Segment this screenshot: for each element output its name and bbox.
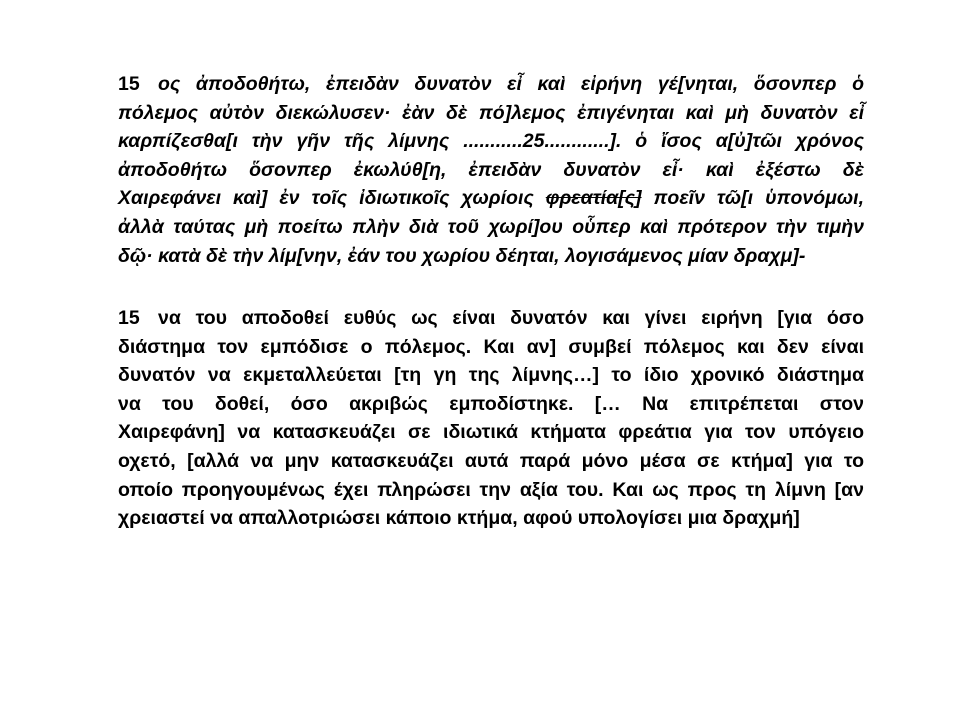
ancient-line-2: πόλεμος αὐτὸν διεκώλυσεν· ἐὰν δὲ πό]λεμος ἐπιγένηται καὶ μὴ δυνατὸν εἶ xyxy=(118,101,864,124)
modern-greek-translation xyxy=(118,304,864,533)
modern-line-3: δυνατόν να εκμεταλλεύεται [τη γη της λίμνης…] το ίδιο χρονικό διάστημα xyxy=(118,364,864,387)
ancient-line-7: δῷ· κατὰ δὲ τὴν λίμ[νην, ἐάν του χωρίου δέηται, λογισάμενος μίαν δραχμ]- xyxy=(118,244,806,267)
ancient-line-5-text: Χαιρεφάνει καὶ] ἐν τοῖς ἰδιωτικοῖς χωρίοις xyxy=(118,187,534,210)
modern-line-2: διάστημα τον εμπόδισε ο πόλεμος. Και αν] συμβεί πόλεμος και δεν είναι xyxy=(118,335,864,358)
ancient-line-3: καρπίζεσθα[ι τὴν γῆν τῆς λίμνης ...........25............]. ὁ ἴσος α[ὐ]τῶι χρόνος xyxy=(118,130,864,153)
ancient-line-6: ἀλλὰ ταύτας μὴ ποείτω πλὴν διὰ τοῦ χωρί]ου οὗπερ καὶ πρότερον τὴν τιμὴν xyxy=(118,215,864,238)
ancient-greek-inscription xyxy=(118,70,864,270)
ancient-line-1-text: ος ἀποδοθήτω, ἐπειδὰν δυνατὸν εἶ καὶ εἰρήνη γέ[νηται, ὅσονπερ ὁ xyxy=(158,73,864,95)
ancient-line-5 xyxy=(118,184,864,213)
ancient-line-5-rest: ποεῖν τῶ[ι ὑπονόμωι, xyxy=(653,187,865,210)
ancient-line-4: ἀποδοθήτω ὅσονπερ ἐκωλύθ[η, ἐπειδὰν δυνατὸν εἶ· καὶ ἐξέστω δὲ xyxy=(118,158,864,181)
ancient-line-number: 15 xyxy=(118,73,140,95)
struck-word: φρεατία[ς] xyxy=(545,187,642,210)
ancient-line-1 xyxy=(118,70,864,99)
modern-line-7: οποίο προηγουμένως έχει πληρώσει την αξία του. Και ως προς τη λίμνη [αν xyxy=(118,478,864,501)
modern-line-number: 15 xyxy=(118,307,140,329)
modern-line-1-text: να του αποδοθεί ευθύς ως είναι δυνατόν και γίνει ειρήνη [για όσο xyxy=(158,307,864,329)
modern-line-1 xyxy=(118,304,864,333)
modern-line-6: οχετό, [αλλά να μην κατασκευάζει αυτά παρά μόνο μέσα σε κτήμα] για το xyxy=(118,449,864,472)
modern-line-8: χρειαστεί να απαλλοτριώσει κάποιο κτήμα, αφού υπολογίσει μια δραχμή] xyxy=(118,507,800,530)
modern-line-4: να του δοθεί, όσο ακριβώς εμποδίστηκε. [… Να επιτρέπεται στον xyxy=(118,392,864,415)
modern-line-5: Χαιρεφάνη] να κατασκευάζει σε ιδιωτικά κτήματα φρεάτια για τον υπόγειο xyxy=(118,421,864,444)
